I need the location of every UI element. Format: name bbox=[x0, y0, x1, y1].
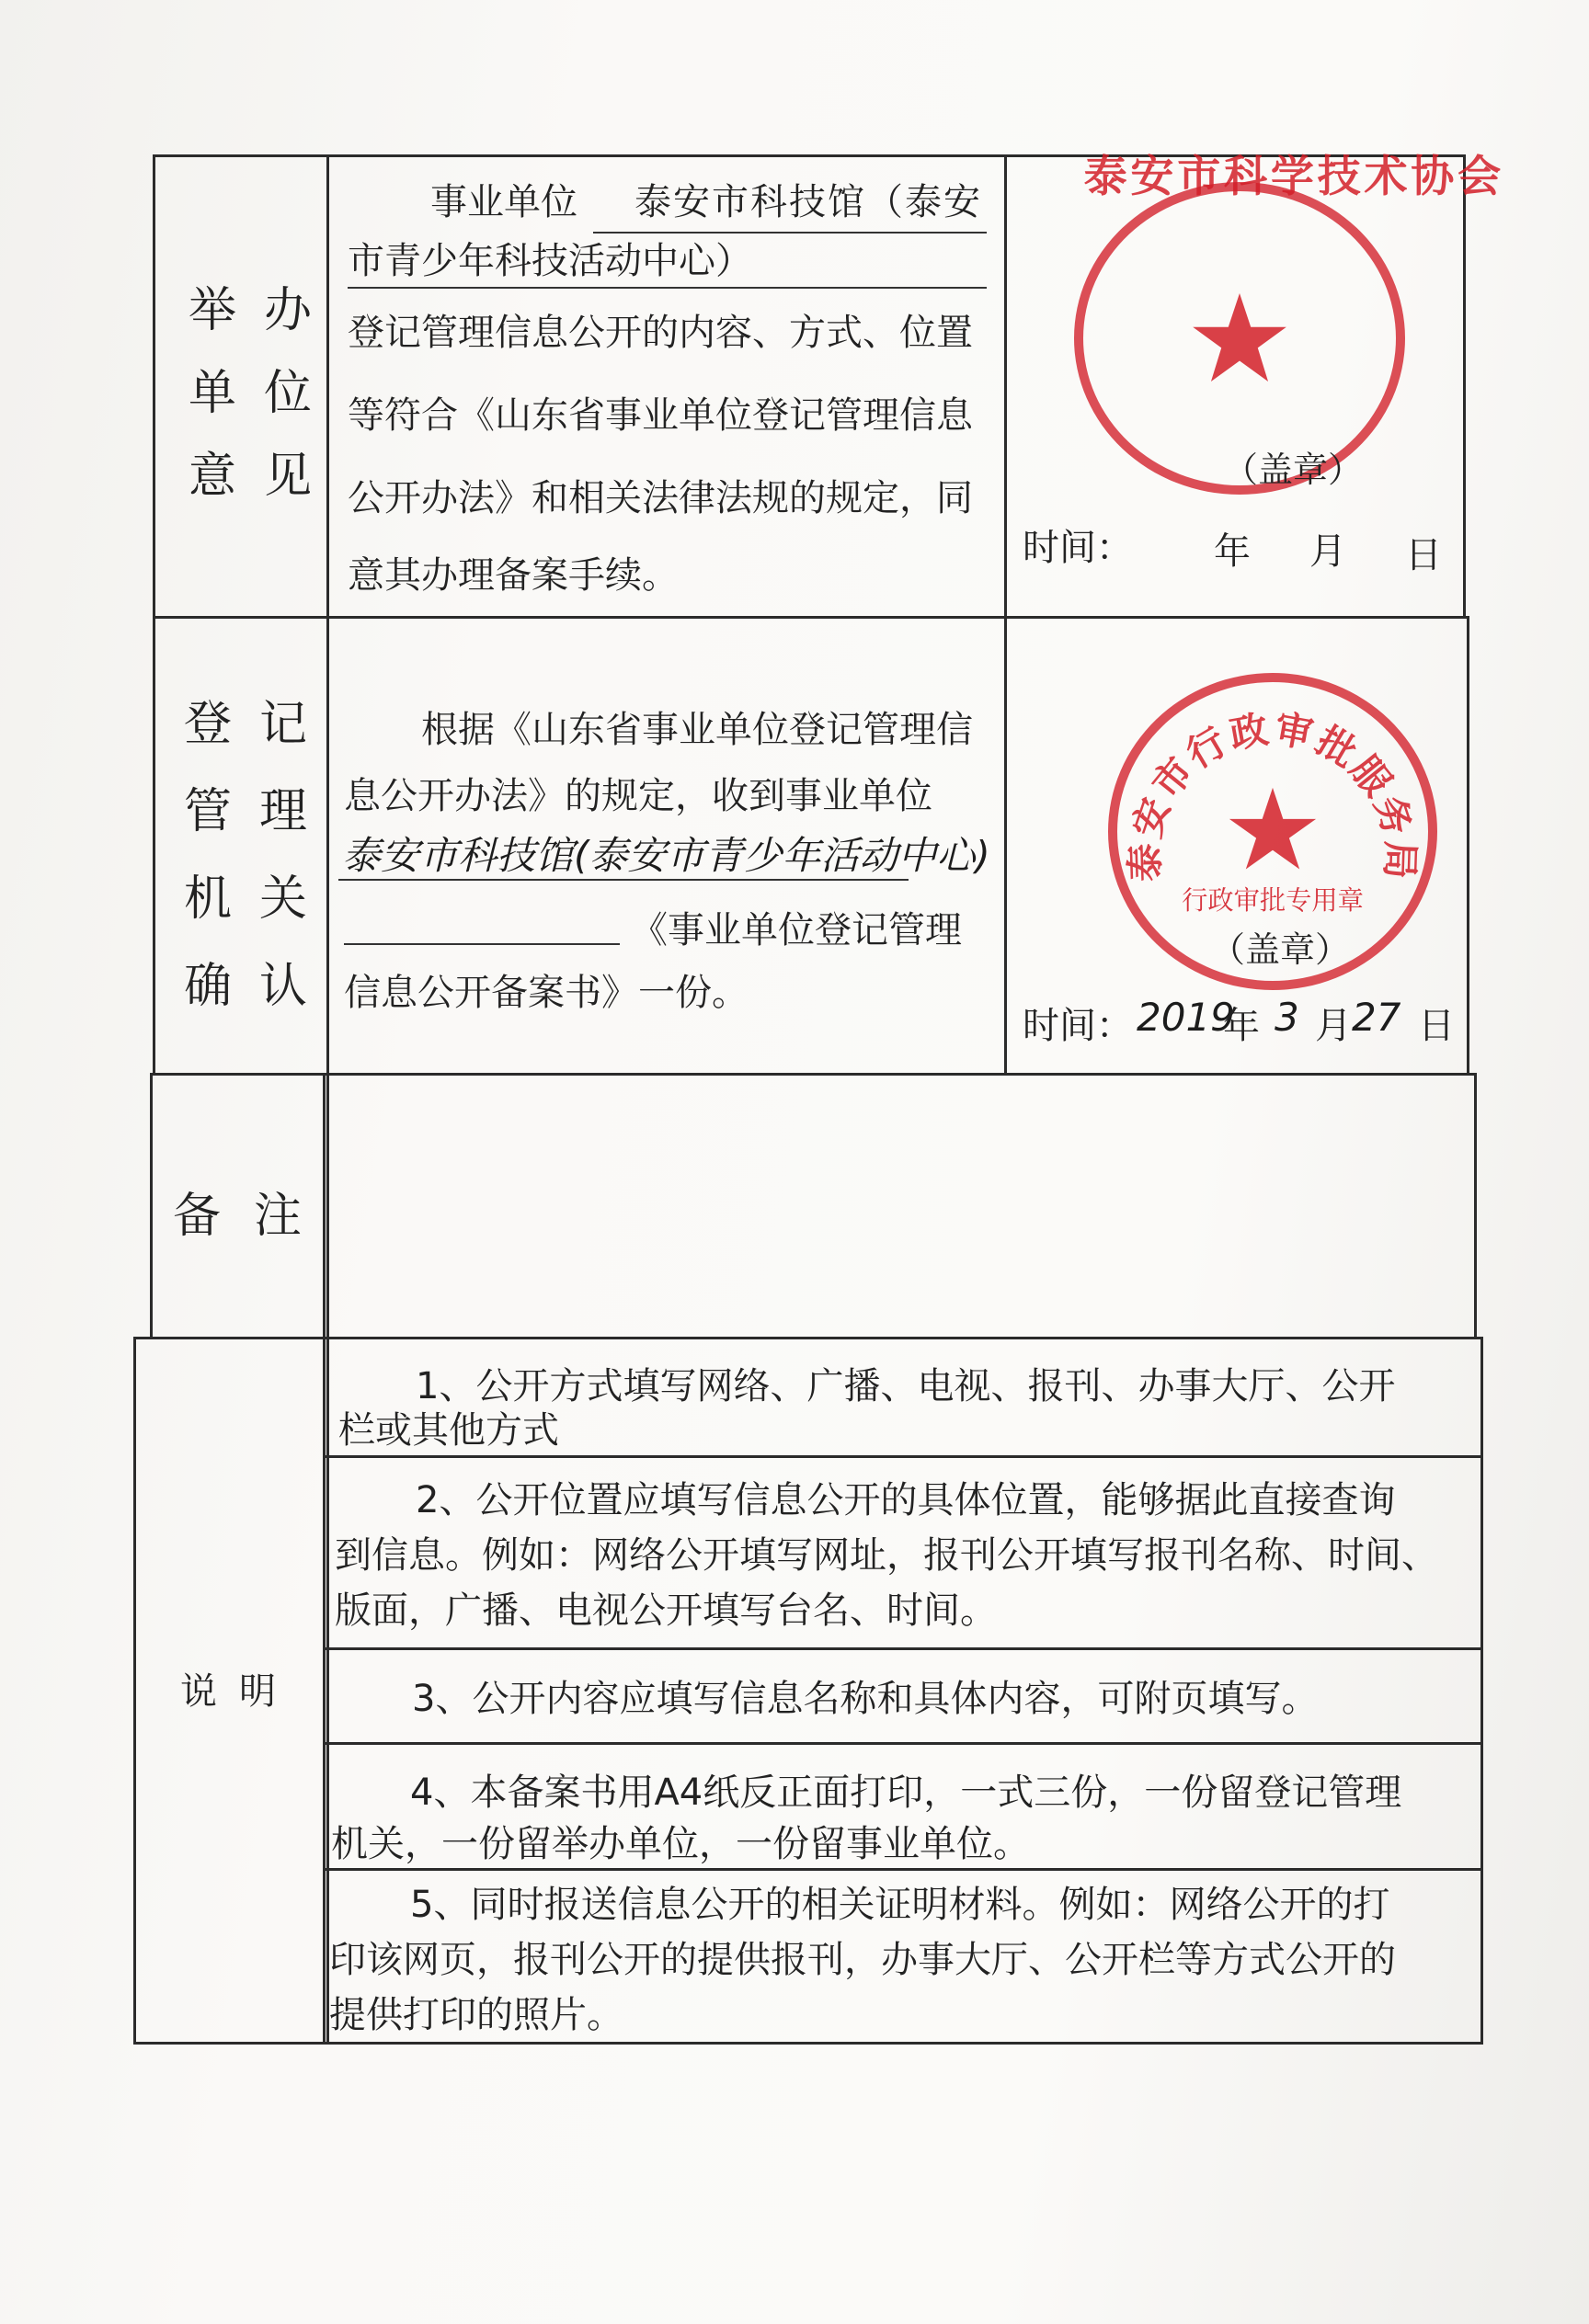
label-char: 位 bbox=[264, 366, 313, 421]
sponsor-seal-text: 泰安市科学技术协会 bbox=[1083, 152, 1504, 202]
sponsor-date-year-unit: 年 bbox=[1214, 530, 1251, 573]
sponsor-date-month-unit: 月 bbox=[1309, 530, 1346, 573]
registration-seal-note: （盖章） bbox=[1210, 929, 1351, 970]
label-char: 记 bbox=[259, 697, 308, 752]
remarks-content-cell bbox=[323, 1073, 1477, 1339]
sponsor-text-line: 意其办理备案手续。 bbox=[348, 554, 679, 597]
sponsor-date-day-unit: 日 bbox=[1405, 534, 1442, 576]
label-char: 意 bbox=[189, 449, 237, 504]
registration-date-month-unit: 月 bbox=[1315, 1005, 1352, 1047]
note-line: 栏或其他方式 bbox=[338, 1409, 559, 1452]
label-char: 单 bbox=[189, 366, 237, 421]
label-char: 见 bbox=[264, 449, 313, 504]
note-line: 提供打印的照片。 bbox=[329, 1994, 623, 2036]
note-line: 机关，一份留举办单位，一份留事业单位。 bbox=[331, 1823, 1030, 1865]
sponsor-unit-name-line2: 市青少年科技活动中心） bbox=[348, 240, 752, 282]
label-char: 理 bbox=[259, 784, 308, 839]
label-char: 登 bbox=[184, 697, 233, 752]
label-char: 关 bbox=[259, 872, 308, 927]
sponsor-time-label: 时间： bbox=[1023, 527, 1133, 569]
label-char: 认 bbox=[259, 959, 308, 1014]
label-char: 明 bbox=[239, 1670, 276, 1713]
registration-seal-subtext: 行政审批专用章 bbox=[1182, 884, 1364, 916]
label-char: 备 bbox=[173, 1189, 222, 1244]
registration-text-line4: 信息公开备案书》一份。 bbox=[344, 972, 749, 1014]
registration-unit-underline bbox=[338, 879, 909, 881]
registration-date-day: 27 bbox=[1352, 995, 1401, 1040]
label-char: 确 bbox=[184, 959, 233, 1014]
registration-text-line1: 根据《山东省事业单位登记管理信 bbox=[421, 709, 973, 751]
sponsor-seal-note: （盖章） bbox=[1223, 450, 1364, 490]
label-char: 机 bbox=[184, 872, 233, 927]
label-char: 注 bbox=[254, 1189, 303, 1244]
sponsor-unit-underline-2 bbox=[348, 287, 987, 289]
registration-time-label: 时间： bbox=[1023, 1005, 1133, 1047]
registration-seal-text: 泰安市行政审批服务局 bbox=[1123, 706, 1423, 883]
note-line: 5、同时报送信息公开的相关证明材料。例如：网络公开的打 bbox=[410, 1884, 1390, 1926]
registration-date-day-unit: 日 bbox=[1418, 1005, 1455, 1047]
note-line: 3、公开内容应填写信息名称和具体内容，可附页填写。 bbox=[412, 1678, 1319, 1720]
note-line: 4、本备案书用A4纸反正面打印，一式三份，一份留登记管理 bbox=[410, 1771, 1402, 1814]
notes-label-cell bbox=[133, 1337, 329, 2045]
label-char: 办 bbox=[264, 283, 313, 338]
note-line: 到信息。例如：网络公开填写网址，报刊公开填写报刊名称、时间、 bbox=[335, 1534, 1438, 1577]
registration-handwritten-unit: 泰安市科技馆(泰安市青少年活动中心) bbox=[342, 833, 990, 878]
label-char: 管 bbox=[184, 784, 233, 839]
registration-text-line2: 息公开办法》的规定，收到事业单位 bbox=[344, 775, 932, 817]
sponsor-unit-prefix: 事业单位 bbox=[430, 181, 577, 223]
note-line: 2、公开位置应填写信息公开的具体位置，能够据此直接查询 bbox=[416, 1479, 1396, 1521]
note-line: 版面，广播、电视公开填写台名、时间。 bbox=[335, 1589, 997, 1632]
note-line: 印该网页，报刊公开的提供报刊，办事大厅、公开栏等方式公开的 bbox=[329, 1939, 1396, 1981]
sponsor-unit-name-line1: 泰安市科技馆（泰安 bbox=[634, 181, 982, 223]
sponsor-text-line: 等符合《山东省事业单位登记管理信息 bbox=[348, 394, 973, 437]
registration-text-line3: 《事业单位登记管理 bbox=[631, 909, 962, 951]
registration-date-year: 2019 bbox=[1137, 995, 1235, 1040]
registration-blank-underline bbox=[344, 943, 620, 945]
registration-date-year-unit: 年 bbox=[1223, 1005, 1260, 1047]
note-line: 1、公开方式填写网络、广播、电视、报刊、办事大厅、公开 bbox=[416, 1365, 1396, 1407]
registration-date-month: 3 bbox=[1275, 995, 1299, 1040]
label-char: 举 bbox=[189, 283, 237, 338]
sponsor-text-line: 登记管理信息公开的内容、方式、位置 bbox=[348, 312, 973, 354]
label-char: 说 bbox=[180, 1670, 217, 1713]
sponsor-text-line: 公开办法》和相关法律法规的规定，同 bbox=[348, 477, 973, 519]
